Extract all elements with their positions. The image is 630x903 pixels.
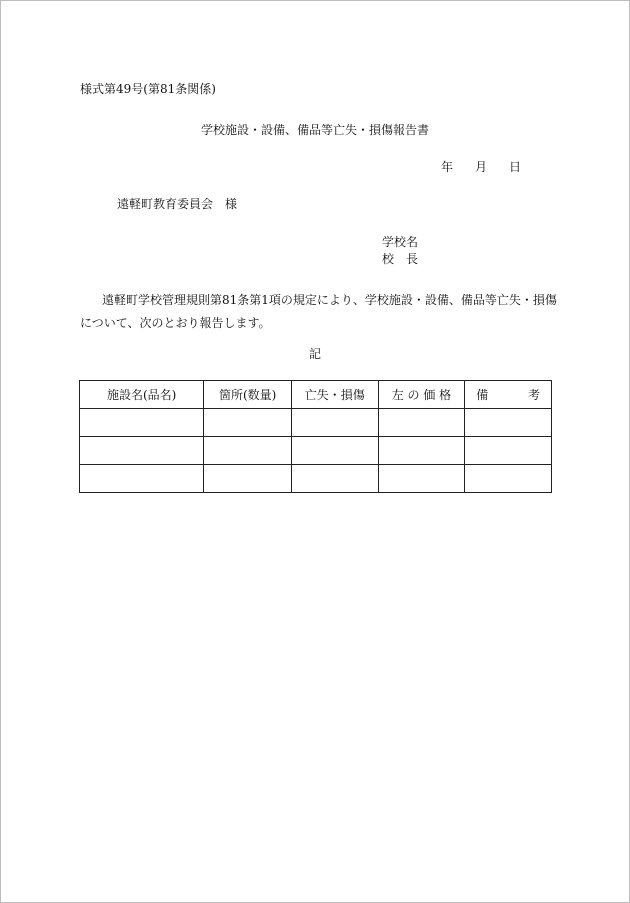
- header-loss-damage: 亡失・損傷: [291, 381, 378, 409]
- table-cell[interactable]: [291, 465, 378, 493]
- date-line: [441, 158, 521, 175]
- table-row: [80, 465, 552, 493]
- table-cell[interactable]: [291, 437, 378, 465]
- table-cell[interactable]: [378, 465, 465, 493]
- date-day-label: 日: [509, 160, 522, 174]
- date-year-label: 年: [441, 160, 454, 174]
- addressee-name: 遠軽町教育委員会: [117, 197, 214, 211]
- header-remarks-part2: 考: [527, 388, 540, 402]
- body-text: [80, 289, 560, 335]
- form-number: 様式第49号(第81条関係): [80, 82, 216, 96]
- addressee: [117, 195, 237, 212]
- principal-label-part2: 長: [406, 252, 419, 266]
- report-table: [79, 380, 552, 493]
- table-cell[interactable]: [204, 409, 292, 437]
- table-cell[interactable]: [80, 409, 204, 437]
- date-month-label: 月: [475, 160, 488, 174]
- table-cell[interactable]: [80, 465, 204, 493]
- header-price: 左 の 価 格: [378, 381, 465, 409]
- record-heading: 記: [308, 347, 321, 361]
- table-cell[interactable]: [378, 437, 465, 465]
- table-header-row: [80, 381, 552, 409]
- table-cell[interactable]: [204, 437, 292, 465]
- body-paragraph: 遠軽町学校管理規則第81条第1項の規定により、学校施設・設備、備品等亡失・損傷について、次のとおり報告します。: [80, 293, 557, 330]
- principal-label-part1: 校: [382, 252, 395, 266]
- table-cell[interactable]: [465, 465, 552, 493]
- table-cell[interactable]: [80, 437, 204, 465]
- document-title: 学校施設・設備、備品等亡失・損傷報告書: [200, 123, 429, 137]
- table-cell[interactable]: [204, 465, 292, 493]
- table-cell[interactable]: [465, 437, 552, 465]
- table-row: [80, 409, 552, 437]
- school-name-label: 学校名: [382, 235, 419, 249]
- principal-label: [382, 250, 418, 267]
- table-cell[interactable]: [465, 409, 552, 437]
- header-remarks-part1: 備: [476, 388, 489, 402]
- header-remarks: [465, 381, 552, 409]
- header-facility-name: 施設名(品名): [80, 381, 204, 409]
- table-row: [80, 437, 552, 465]
- table-cell[interactable]: [291, 409, 378, 437]
- header-location-quantity: 箇所(数量): [204, 381, 292, 409]
- addressee-honorific: 様: [225, 197, 238, 211]
- table-cell[interactable]: [378, 409, 465, 437]
